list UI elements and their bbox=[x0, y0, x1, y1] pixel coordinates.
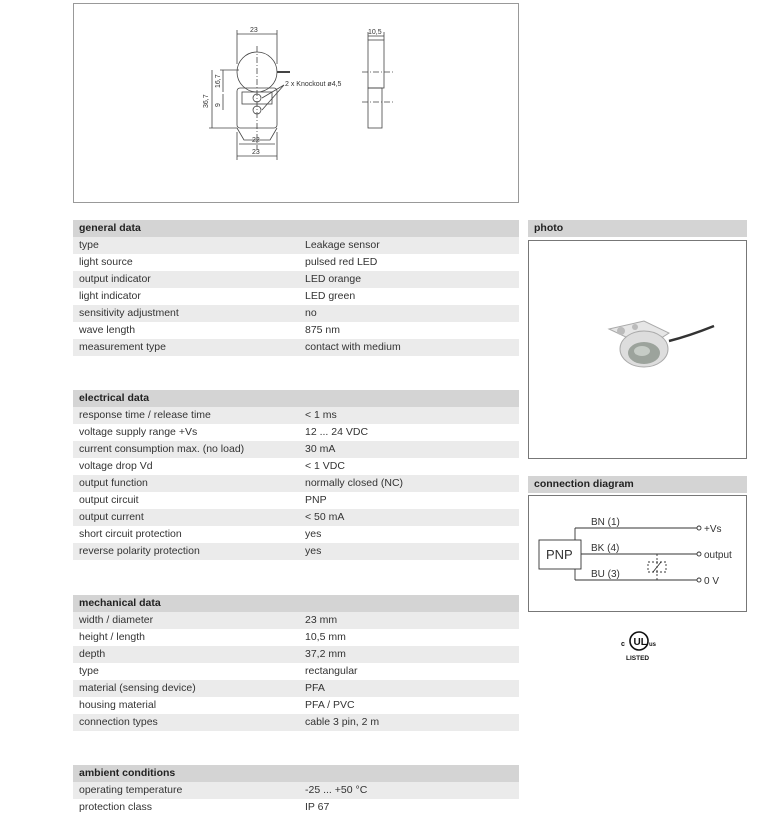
row-label: connection types bbox=[79, 716, 158, 728]
ul-listed: LISTED bbox=[626, 655, 650, 662]
row-value: 23 mm bbox=[305, 614, 338, 626]
wire-bk-label: BK (4) bbox=[591, 543, 620, 554]
table-row bbox=[73, 424, 519, 441]
row-value: PNP bbox=[305, 494, 327, 506]
row-label: voltage drop Vd bbox=[79, 460, 153, 472]
table-row bbox=[73, 492, 519, 509]
ambient-conditions-section bbox=[73, 765, 519, 816]
table-row bbox=[73, 305, 519, 322]
dim-hole-spacing: 9 bbox=[215, 103, 222, 107]
row-label: housing material bbox=[79, 699, 157, 711]
table-row bbox=[73, 237, 519, 254]
row-value: 875 nm bbox=[305, 324, 341, 336]
row-value: < 1 VDC bbox=[305, 460, 345, 472]
section-title: photo bbox=[528, 220, 747, 237]
dimension-drawing bbox=[74, 4, 520, 204]
row-label: response time / release time bbox=[79, 409, 211, 421]
row-value: -25 ... +50 °C bbox=[305, 784, 368, 796]
table-row bbox=[73, 612, 519, 629]
wiring-diagram bbox=[529, 496, 746, 611]
table-row bbox=[73, 475, 519, 492]
row-label: measurement type bbox=[79, 341, 166, 353]
table-row bbox=[73, 543, 519, 560]
table-row bbox=[73, 629, 519, 646]
table-row bbox=[73, 697, 519, 714]
sensor-image bbox=[529, 241, 746, 458]
table-row bbox=[73, 663, 519, 680]
dim-side-width: 10,5 bbox=[368, 29, 382, 36]
row-value: 12 ... 24 VDC bbox=[305, 426, 369, 438]
row-value: contact with medium bbox=[305, 341, 401, 353]
terminal-vs-label: +Vs bbox=[704, 524, 722, 535]
row-label: short circuit protection bbox=[79, 528, 182, 540]
dim-height-total: 36,7 bbox=[203, 94, 210, 108]
row-label: current consumption max. (no load) bbox=[79, 443, 245, 455]
table-row bbox=[73, 407, 519, 424]
row-label: wave length bbox=[79, 324, 136, 336]
connection-diagram-section bbox=[528, 476, 747, 493]
table-row bbox=[73, 526, 519, 543]
row-label: reverse polarity protection bbox=[79, 545, 200, 557]
terminal-output-label: output bbox=[704, 550, 732, 561]
row-label: output function bbox=[79, 477, 148, 489]
electrical-data-section bbox=[73, 390, 519, 577]
dim-bottom-outer: 23 bbox=[252, 149, 260, 156]
section-title: general data bbox=[73, 220, 519, 237]
table-row bbox=[73, 782, 519, 799]
row-value: IP 67 bbox=[305, 801, 330, 813]
row-value: pulsed red LED bbox=[305, 256, 378, 268]
row-label: output circuit bbox=[79, 494, 139, 506]
row-label: voltage supply range +Vs bbox=[79, 426, 198, 438]
pnp-label: PNP bbox=[546, 547, 573, 562]
row-label: width / diameter bbox=[79, 614, 154, 626]
row-label: protection class bbox=[79, 801, 152, 813]
ul-c: c bbox=[621, 641, 625, 648]
dim-height-upper: 16,7 bbox=[215, 74, 222, 88]
terminal-zero-label: 0 V bbox=[704, 576, 720, 587]
dim-width-top: 23 bbox=[250, 27, 258, 34]
table-row bbox=[73, 441, 519, 458]
table-row bbox=[73, 458, 519, 475]
table-row bbox=[73, 322, 519, 339]
row-value: normally closed (NC) bbox=[305, 477, 404, 489]
section-title: ambient conditions bbox=[73, 765, 519, 782]
row-value: LED green bbox=[305, 290, 356, 302]
wire-bn-label: BN (1) bbox=[591, 517, 620, 528]
row-value: 10,5 mm bbox=[305, 631, 346, 643]
table-row bbox=[73, 646, 519, 663]
row-value: LED orange bbox=[305, 273, 362, 285]
knockout-label: 2 x Knockout ø4,5 bbox=[285, 81, 342, 88]
row-value: PFA bbox=[305, 682, 325, 694]
row-label: output indicator bbox=[79, 273, 151, 285]
table-row bbox=[73, 509, 519, 526]
table-row bbox=[73, 254, 519, 271]
technical-drawing bbox=[73, 3, 519, 203]
section-title: mechanical data bbox=[73, 595, 519, 612]
table-row bbox=[73, 799, 519, 816]
table-row bbox=[73, 731, 519, 748]
row-label: type bbox=[79, 239, 99, 251]
ul-us: us bbox=[649, 642, 657, 648]
row-label: operating temperature bbox=[79, 784, 183, 796]
row-label: height / length bbox=[79, 631, 145, 643]
table-row bbox=[73, 356, 519, 373]
row-label: light source bbox=[79, 256, 133, 268]
general-data-section bbox=[73, 220, 519, 373]
row-label: light indicator bbox=[79, 290, 141, 302]
table-row bbox=[73, 288, 519, 305]
row-value: rectangular bbox=[305, 665, 358, 677]
ul-text: UL bbox=[633, 637, 647, 648]
mechanical-data-section bbox=[73, 595, 519, 748]
row-value: 30 mA bbox=[305, 443, 336, 455]
section-title: electrical data bbox=[73, 390, 519, 407]
row-label: output current bbox=[79, 511, 144, 523]
row-value: < 1 ms bbox=[305, 409, 337, 421]
row-value: 37,2 mm bbox=[305, 648, 346, 660]
row-value: PFA / PVC bbox=[305, 699, 355, 711]
row-value: yes bbox=[305, 528, 322, 540]
row-label: depth bbox=[79, 648, 106, 660]
row-label: type bbox=[79, 665, 99, 677]
row-value: < 50 mA bbox=[305, 511, 345, 523]
ul-logo-icon bbox=[617, 628, 661, 664]
row-label: material (sensing device) bbox=[79, 682, 196, 694]
row-label: sensitivity adjustment bbox=[79, 307, 179, 319]
section-title: connection diagram bbox=[528, 476, 747, 493]
table-row bbox=[73, 271, 519, 288]
photo-section bbox=[528, 220, 747, 237]
row-value: no bbox=[305, 307, 317, 319]
table-row bbox=[73, 680, 519, 697]
table-row bbox=[73, 714, 519, 731]
row-value: Leakage sensor bbox=[305, 239, 380, 251]
table-row bbox=[73, 560, 519, 577]
wire-bu-label: BU (3) bbox=[591, 569, 620, 580]
dim-bottom-inner: 22 bbox=[252, 137, 260, 144]
product-photo bbox=[528, 240, 747, 459]
row-value: cable 3 pin, 2 m bbox=[305, 716, 380, 728]
row-value: yes bbox=[305, 545, 322, 557]
connection-diagram bbox=[528, 495, 747, 612]
table-row bbox=[73, 339, 519, 356]
ul-listed-mark bbox=[617, 628, 661, 664]
